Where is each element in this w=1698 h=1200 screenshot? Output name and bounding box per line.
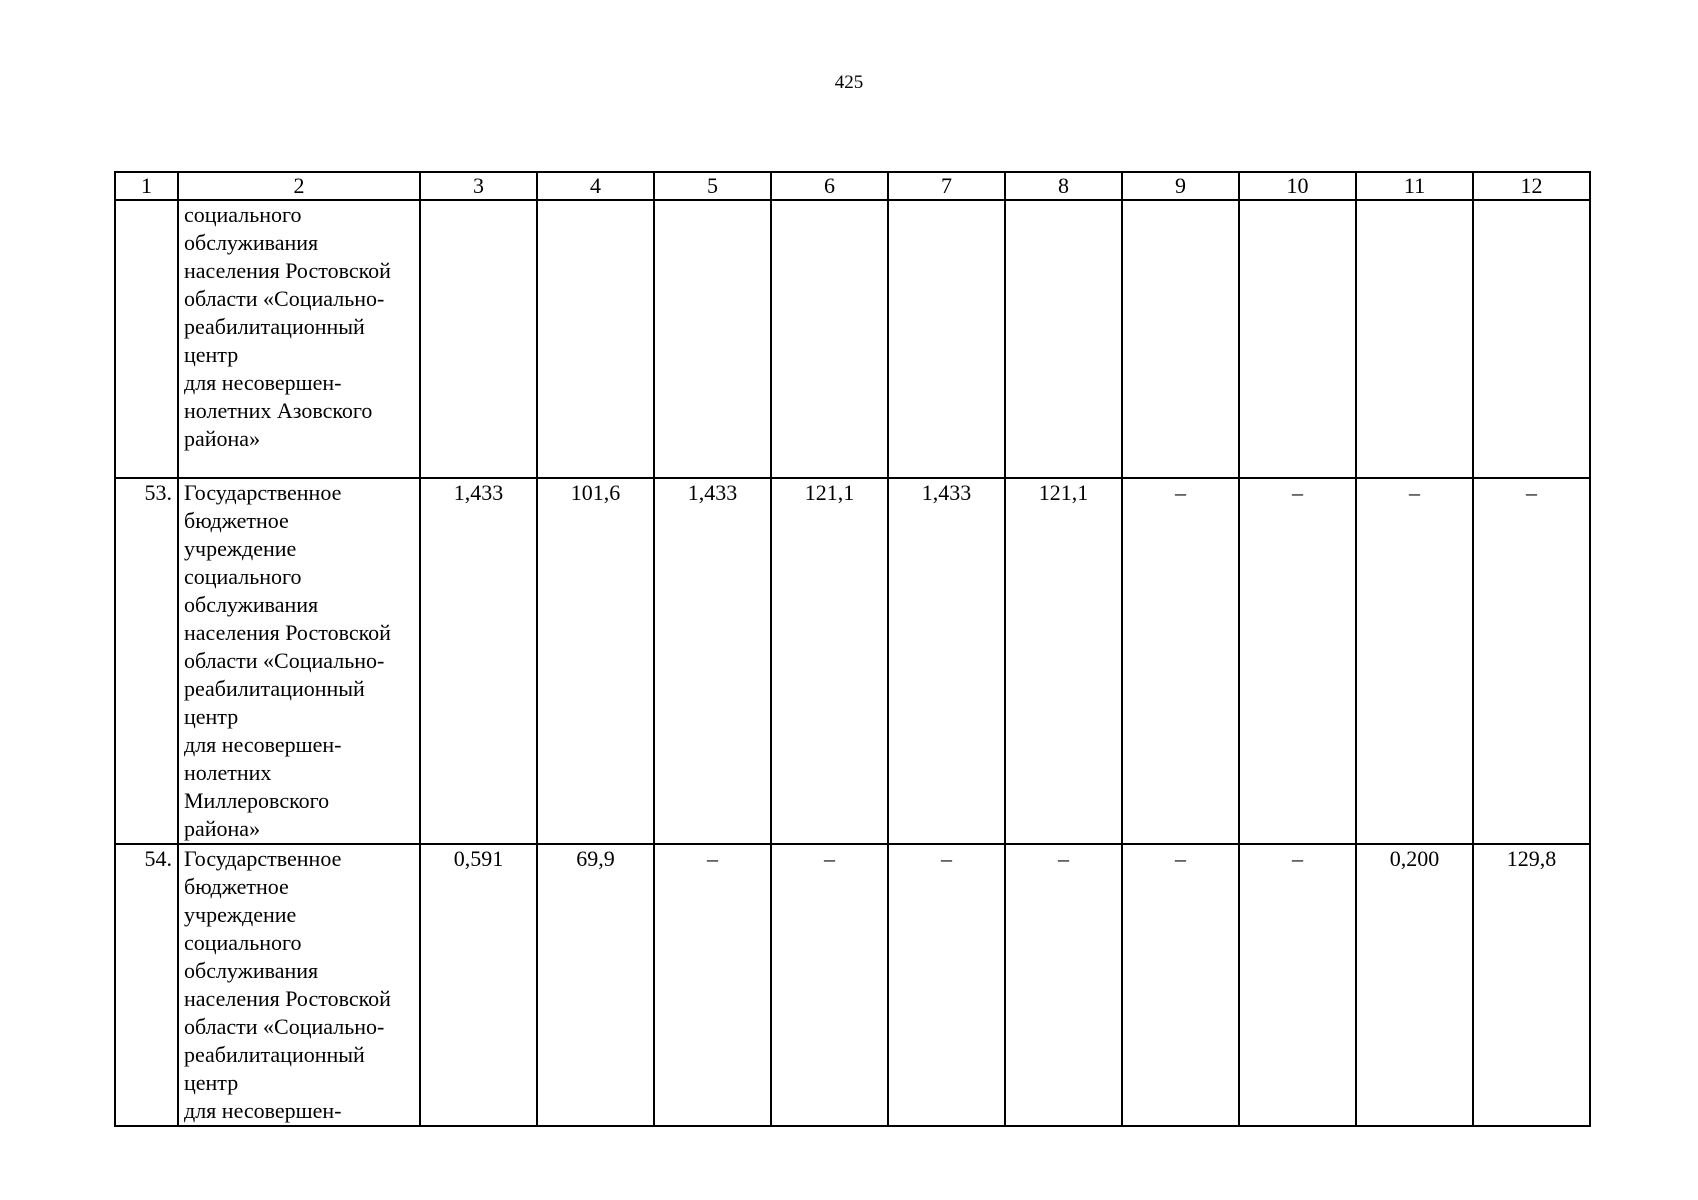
name-line: реабилитационный [184, 1042, 365, 1067]
page-number: 425 [834, 72, 864, 93]
value-cell-9 [1122, 200, 1239, 478]
name-line: социального [184, 202, 302, 227]
header-cell-10: 10 [1239, 172, 1356, 200]
header-cell-12: 12 [1473, 172, 1590, 200]
name-line: обслуживания [184, 230, 319, 255]
name-line: бюджетное [184, 508, 289, 533]
value-cell-8: 121,1 [1005, 478, 1122, 844]
name-line: обслуживания [184, 592, 319, 617]
value-cell-11 [1356, 200, 1473, 478]
value-cell-6: – [771, 844, 888, 1126]
value-cell-9: – [1122, 844, 1239, 1126]
institution-name [178, 478, 420, 844]
header-cell-8: 8 [1005, 172, 1122, 200]
value-cell-10 [1239, 200, 1356, 478]
value-cell-12: – [1473, 478, 1590, 844]
value-cell-11: – [1356, 478, 1473, 844]
value-cell-4 [537, 200, 654, 478]
value-cell-8: – [1005, 844, 1122, 1126]
name-line: социального [184, 564, 302, 589]
name-line: нолетних [184, 760, 272, 785]
name-line: Миллеровского [184, 788, 330, 813]
value-cell-11: 0,200 [1356, 844, 1473, 1126]
name-line: области «Социально- [184, 286, 385, 311]
header-cell-6: 6 [771, 172, 888, 200]
header-cell-9: 9 [1122, 172, 1239, 200]
header-cell-3: 3 [420, 172, 537, 200]
value-cell-7: – [888, 844, 1005, 1126]
name-line: центр [184, 1070, 239, 1095]
table-row [115, 200, 1590, 478]
header-cell-11: 11 [1356, 172, 1473, 200]
value-cell-3: 0,591 [420, 844, 537, 1126]
value-cell-12: 129,8 [1473, 844, 1590, 1126]
value-cell-5 [654, 200, 771, 478]
value-cell-10: – [1239, 478, 1356, 844]
name-line: центр [184, 704, 239, 729]
name-line: учреждение [184, 536, 297, 561]
name-line: района» [184, 816, 261, 841]
value-cell-8 [1005, 200, 1122, 478]
row-number: 53. [115, 478, 178, 844]
name-line: социального [184, 930, 302, 955]
value-cell-3 [420, 200, 537, 478]
name-line: реабилитационный [184, 676, 365, 701]
row-number [115, 200, 178, 478]
header-cell-2: 2 [178, 172, 420, 200]
name-line: для несовершен- [184, 1098, 342, 1123]
name-line: центр [184, 342, 239, 367]
value-cell-7 [888, 200, 1005, 478]
value-cell-4: 101,6 [537, 478, 654, 844]
name-line: области «Социально- [184, 1014, 385, 1039]
table-row [115, 478, 1590, 844]
data-table [114, 171, 1591, 1127]
name-line: населения Ростовской [184, 986, 391, 1011]
header-row [115, 172, 1590, 200]
value-cell-7: 1,433 [888, 478, 1005, 844]
name-line: бюджетное [184, 874, 289, 899]
value-cell-12 [1473, 200, 1590, 478]
name-line: реабилитационный [184, 314, 365, 339]
value-cell-10: – [1239, 844, 1356, 1126]
institution-name [178, 200, 420, 478]
name-line: области «Социально- [184, 648, 385, 673]
name-line: населения Ростовской [184, 620, 391, 645]
header-cell-1: 1 [115, 172, 178, 200]
value-cell-9: – [1122, 478, 1239, 844]
value-cell-3: 1,433 [420, 478, 537, 844]
name-line: населения Ростовской [184, 258, 391, 283]
table-row [115, 844, 1590, 1126]
header-cell-7: 7 [888, 172, 1005, 200]
name-line: обслуживания [184, 958, 319, 983]
value-cell-5: 1,433 [654, 478, 771, 844]
value-cell-5: – [654, 844, 771, 1126]
institution-name [178, 844, 420, 1126]
row-number: 54. [115, 844, 178, 1126]
value-cell-4: 69,9 [537, 844, 654, 1126]
name-line: учреждение [184, 902, 297, 927]
value-cell-6 [771, 200, 888, 478]
name-line: Государственное [184, 480, 342, 505]
name-line: района» [184, 426, 261, 451]
name-line: Государственное [184, 846, 342, 871]
header-cell-5: 5 [654, 172, 771, 200]
name-line: нолетних Азовского [184, 398, 373, 423]
value-cell-6: 121,1 [771, 478, 888, 844]
header-cell-4: 4 [537, 172, 654, 200]
name-line: для несовершен- [184, 370, 342, 395]
name-line: для несовершен- [184, 732, 342, 757]
